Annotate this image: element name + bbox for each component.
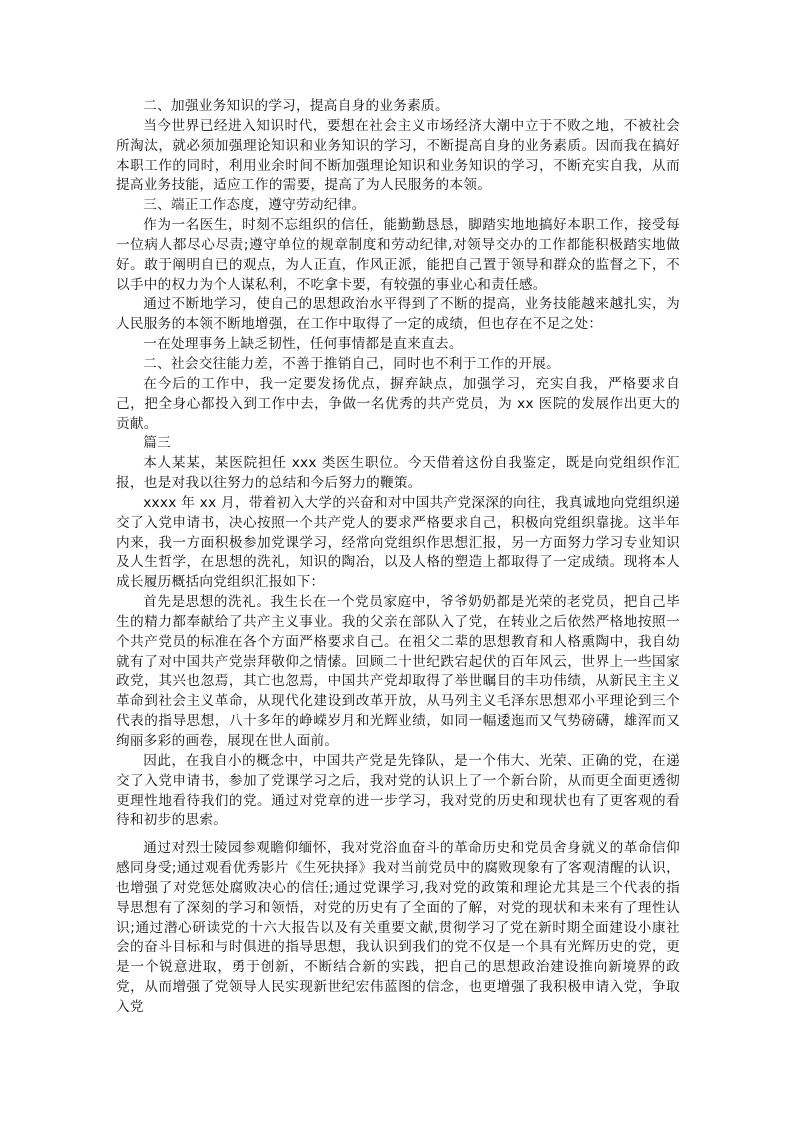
- document-body: [116, 97, 680, 1018]
- paragraph: 二、加强业务知识的学习，提高自身的业务素质。: [143, 98, 449, 114]
- section-heading: 篇三: [143, 435, 171, 452]
- paragraph: 二、社会交往能力差，不善于推销自己，同时也不利于工作的开展。: [143, 355, 560, 372]
- paragraph: 本人某某，某医院担任 xxx 类医生职位。今天借着这份自我鉴定，既是向党组织作汇报，也是对我以往努力的总结和今后努力的鞭策。: [116, 455, 680, 492]
- paragraph: 作为一名医生，时刻不忘组织的信任，能勤勤恳恳，脚踏实地地搞好本职工作，接受每一位病人都尽心尽责;遵守单位的规章制度和劳动纪律,对领导交办的工作都能积极踏实地做好。敢于阐明自已的观点，为人正直，作风正派，能把自己置于领导和群众的监督之下，不以手中的权力为个人谋私利，不吃拿卡要，有较强的事业心和责任感。: [116, 217, 680, 293]
- paragraph: 当今世界已经进入知识时代，要想在社会主义市场经济大潮中立于不败之地，不被社会所淘汰，就必须加强理论知识和业务知识的学习，不断提高自身的业务素质。因而我在搞好本职工作的同时，利用业余时间不断加强理论知识和业务知识的学习，不断充实自我，从而提高业务技能，适应工作的需要，提高了为人民服务的本领。: [116, 117, 680, 194]
- paragraph: 三、端正工作态度，遵守劳动纪律。: [143, 197, 366, 214]
- paragraph: 首先是思想的洗礼。我生长在一个党员家庭中，爷爷奶奶都是光荣的老党员，把自己毕生的精力都奉献给了共产主义事业。我的父亲在部队入了党，在转业之后依然严格地按照一个共产党员的标准在各个方面严格要求自己。在祖父二辈的思想教育和人格熏陶中，我自幼就有了对中国共产党崇拜敬仰之情愫。回顾二十世纪跌宕起伏的百年风云，世界上一些国家政党，其兴也忽焉，其亡也忽焉，中国共产党却取得了举世瞩目的丰功伟绩，从新民主主义革命到社会主义革命，从现代化建设到改革开放，从马列主义毛泽东思想邓小平理论到三个代表的指导思想，八十多年的峥嵘岁月和光辉业绩，如同一幅逶迤而又气势磅礴，雄浑而又绚丽多彩的画卷，展现在世人面前。: [116, 594, 680, 749]
- paragraph: 通过不断地学习，使自己的思想政治水平得到了不断的提高，业务技能越来越扎实，为人民服务的本领不断地增强，在工作中取得了一定的成绩，但也存在不足之处：: [116, 296, 680, 333]
- paragraph: 因此，在我自小的概念中，中国共产党是先锋队，是一个伟大、光荣、正确的党，在递交了入党申请书，参加了党课学习之后，我对党的认识上了一个新台阶，从而更全面更透彻更理性地看待我们的党。通过对党章的进一步学习，我对党的历史和现状也有了更客观的看待和初步的思索。: [116, 752, 680, 829]
- paragraph: 在今后的工作中，我一定要发扬优点，摒弃缺点，加强学习，充实自我，严格要求自己，把全身心都投入到工作中去，争做一名优秀的共产党员，为 xx 医院的发展作出更大的贡献。: [116, 375, 681, 432]
- paragraph: 一在处理事务上缺乏韧性，任何事情都是直来直去。: [143, 336, 463, 353]
- paragraph: 通过对烈士陵园参观瞻仰缅怀，我对党浴血奋斗的革命历史和党员舍身就义的革命信仰感同身受;通过观看优秀影片《生死抉择》我对当前党员中的腐败现象有了客观清醒的认识，也增强了对党惩处腐败决心的信任;通过党课学习,我对党的政策和理论尤其是三个代表的指导思想有了深刻的学习和领悟，对党的历史有了全面的了解，对党的现状和未来有了理性认识;通过潜心研读党的十六大报告以及有关重要文献,贯彻学习了党在新时期全面建设小康社会的奋斗目标和与时俱进的指导思想，我认识到我们的党不仅是一个具有光辉历史的党，更是一个锐意进取，勇于创新，不断结合新的实践，把自己的思想政治建设推向新境界的政党，从而增强了党领导人民实现新世纪宏伟蓝图的信念，也更增强了我积极申请入党，争取入党: [116, 840, 680, 1015]
- paragraph: xxxx 年 xx 月，带着初入大学的兴奋和对中国共产党深深的向往，我真诚地向党组织递交了入党申请书，决心按照一个共产党人的要求严格要求自己，积极向党组织靠拢。这半年内来，我一方面积极参加党课学习，经常向党组织作思想汇报，另一方面努力学习专业知识及人生哲学，在思想的洗礼，知识的陶冶，以及人格的塑造上都取得了一定成绩。现将本人成长履历概括向党组织汇报如下：: [116, 494, 680, 591]
